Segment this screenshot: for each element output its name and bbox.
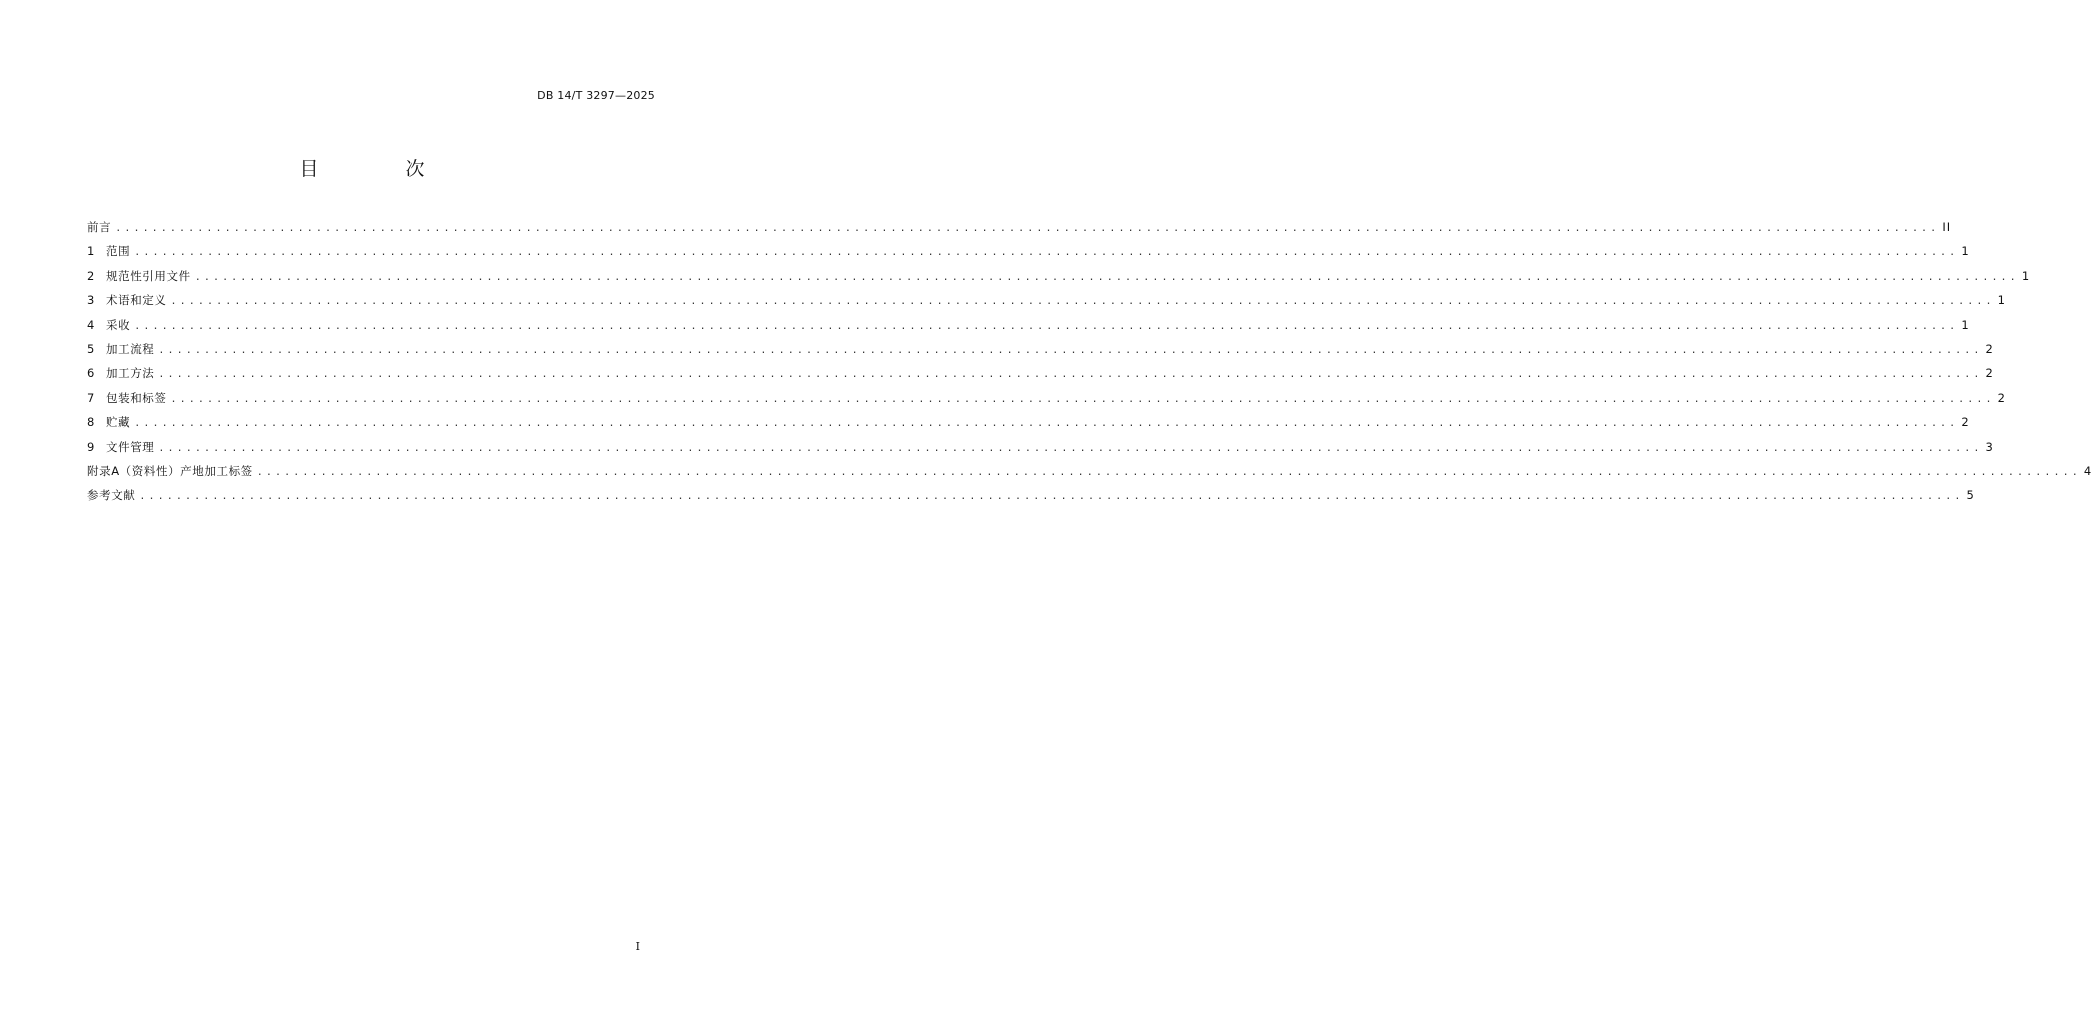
- dot-leader: ........................................................................................................................................................................................................: [158, 344, 1983, 356]
- toc-entry-packaging-labeling[interactable]: [87, 390, 2006, 414]
- toc-entry-document-management[interactable]: [87, 439, 1994, 463]
- toc-title: 目 次: [299, 158, 459, 180]
- toc-entry-page: 2: [1997, 390, 2006, 405]
- dot-leader: ........................................................................................................................................................................................................: [158, 369, 1983, 381]
- toc-entry-number: 1: [87, 244, 95, 259]
- toc-entry-page: 1: [1961, 244, 1970, 259]
- dot-leader: ........................................................................................................................................................................................................: [139, 491, 1964, 503]
- toc-entry-number: 3: [87, 293, 95, 308]
- standard-code: DB 14/T 3297—2025: [537, 89, 655, 102]
- page-number: I: [635, 940, 640, 953]
- toc-entry-processing-methods[interactable]: [87, 365, 1994, 389]
- toc-entry-number: 6: [87, 366, 95, 381]
- toc-entry-number: 5: [87, 341, 95, 356]
- toc-entry-number: 9: [87, 439, 95, 454]
- dot-leader: ........................................................................................................................................................................................................: [194, 271, 2019, 283]
- toc-entry-page: 1: [1997, 293, 2006, 308]
- toc-entry-text: 采收: [106, 317, 131, 332]
- toc-entry-text: 加工方法: [106, 366, 155, 381]
- dot-leader: ........................................................................................................................................................................................................: [256, 466, 2081, 478]
- dot-leader: ........................................................................................................................................................................................................: [158, 442, 1983, 454]
- toc-entry-text: 贮藏: [106, 415, 131, 430]
- dot-leader: ........................................................................................................................................................................................................: [170, 393, 1995, 405]
- toc-entry-text: 加工流程: [106, 341, 155, 356]
- toc-entry-page: 2: [1961, 415, 1970, 430]
- toc-entry-page: 2: [1985, 341, 1994, 356]
- dot-leader: ........................................................................................................................................................................................................: [134, 247, 1959, 259]
- toc-entry-terms-definitions[interactable]: [87, 292, 2006, 316]
- toc-entry-text: 术语和定义: [106, 293, 167, 308]
- toc-entry-text: 附录A（资料性）产地加工标签: [87, 463, 253, 478]
- toc-entry-page: 1: [1961, 317, 1970, 332]
- toc-entry-text: 包装和标签: [106, 390, 167, 405]
- toc-entry-scope[interactable]: [87, 243, 1970, 267]
- toc-entry-bibliography[interactable]: [87, 487, 1975, 511]
- toc-entry-text: 前言: [87, 220, 112, 234]
- toc-entry-appendix-a[interactable]: [87, 463, 2092, 487]
- toc-entry-page: 3: [1985, 439, 1994, 454]
- toc-entry-number: 2: [87, 268, 95, 283]
- toc-entry-page: 4: [2083, 463, 2092, 478]
- toc-entry-storage[interactable]: [87, 414, 1970, 438]
- dot-leader: ........................................................................................................................................................................................................: [134, 320, 1959, 332]
- toc-entry-page: 5: [1966, 488, 1975, 503]
- toc-entry-number: 7: [87, 390, 95, 405]
- toc-entry-number: 4: [87, 317, 95, 332]
- toc-entry-page: 1: [2021, 268, 2031, 283]
- table-of-contents: [87, 219, 2092, 512]
- toc-entry-harvesting[interactable]: [87, 317, 1970, 341]
- toc-entry-page: 2: [1985, 366, 1994, 381]
- dot-leader: ........................................................................................................................................................................................................: [170, 296, 1995, 308]
- toc-entry-normative-references[interactable]: [87, 268, 2031, 292]
- toc-entry-text: 范围: [106, 244, 131, 259]
- toc-entry-page: II: [1942, 220, 1952, 234]
- toc-entry-foreword[interactable]: [87, 219, 1952, 243]
- toc-entry-text: 参考文献: [87, 488, 136, 503]
- toc-entry-number: 8: [87, 415, 95, 430]
- toc-entry-text: 文件管理: [106, 439, 155, 454]
- toc-entry-text: 规范性引用文件: [106, 268, 191, 283]
- dot-leader: ........................................................................................................................................................................................................: [115, 223, 1940, 234]
- toc-entry-processing-flow[interactable]: [87, 341, 1994, 365]
- dot-leader: ........................................................................................................................................................................................................: [134, 418, 1959, 430]
